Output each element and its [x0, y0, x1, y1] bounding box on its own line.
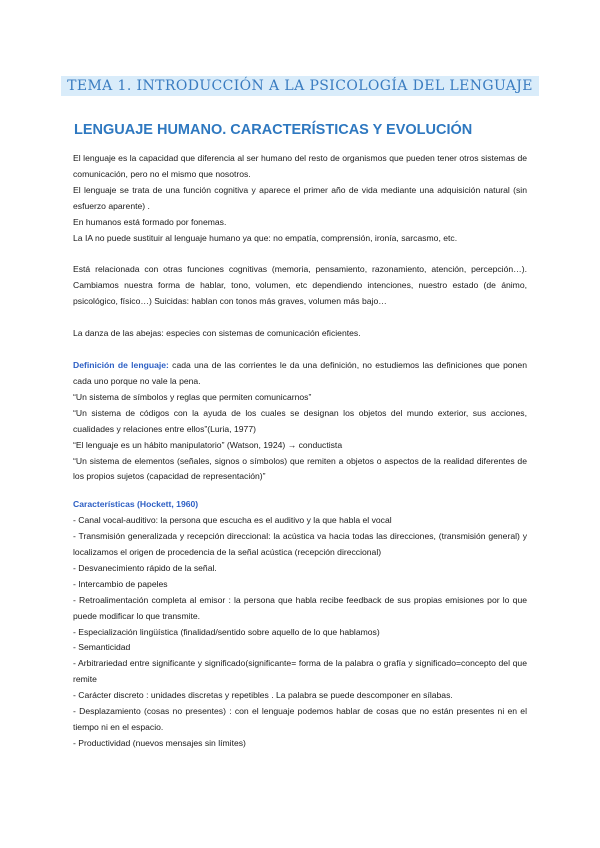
definicion-paragraph [73, 358, 527, 390]
caracteristica-item: - Productividad (nuevos mensajes sin límites) [73, 737, 246, 748]
caracteristica-item: - Especialización lingüística (finalidad/sentido sobre aquello de lo que hablamos) [73, 626, 380, 637]
caracteristicas-heading: Características (Hockett, 1960) [73, 499, 199, 510]
caracteristica-item: - Retroalimentación completa al emisor : la persona que habla recibe feedback de sus propias emisiones por lo que puede modificar lo que transmite. [73, 594, 527, 621]
definicion-text: cada una de las corrientes le da una definición, no estudiemos las definiciones que ponen cada uno porque no vale la pena. [73, 360, 527, 386]
caracteristica-item: - Transmisión generalizada y recepción direccional: la acústica va hacia todas las direcciones, (transmisión general) y localizamos el origen de procedencia de la señal acústica (recepción direccional) [73, 531, 527, 558]
caracteristica-item: - Semanticidad [73, 642, 131, 653]
intro-paragraph: La IA no puede sustituir al lenguaje humano ya que: no empatía, comprensión, ironía, sarcasmo, etc. [73, 232, 458, 243]
caracteristica-item: - Desvanecimiento rápido de la señal. [73, 562, 217, 573]
intro-paragraph: El lenguaje es la capacidad que diferencia al ser humano del resto de organismos que pueden tener otros sistemas de comunicación, pero no el mismo que nosotros. [73, 153, 527, 179]
definicion-quote: “Un sistema de símbolos y reglas que permiten comunicarnos” [73, 391, 312, 402]
title-wrap [0, 76, 600, 96]
spacer [73, 342, 527, 358]
caracteristica-item: - Carácter discreto : unidades discretas y repetibles . La palabra se puede descomponer en sílabas. [73, 690, 453, 701]
spacer [73, 310, 527, 326]
spacer [73, 485, 527, 497]
definicion-label: Definición de lenguaje: [73, 360, 169, 371]
document-body [73, 151, 527, 752]
caracteristica-item: - Desplazamiento (cosas no presentes) : con el lenguaje podemos hablar de cosas que no están presentes ni en el tiempo ni en el espacio. [73, 706, 527, 732]
relacionada-paragraph: Está relacionada con otras funciones cognitivas (memoria, pensamiento, razonamiento, atención, percepción…). Cambiamos nuestra forma de hablar, tono, volumen, etc dependiendo intenciones, nuestro estado (de ánimo, psicológico, físico…) Suicidas: hablan con tonos más graves, volumen más bajo… [73, 264, 527, 307]
caracteristica-item: - Arbitrariedad entre significante y significado(significante= forma de la palabra o grafía y significado=concepto del que remite [73, 658, 527, 685]
abejas-paragraph: La danza de las abejas: especies con sistemas de comunicación eficientes. [73, 328, 361, 339]
page-title: TEMA 1. INTRODUCCIÓN A LA PSICOLOGÍA DEL LENGUAJE [61, 76, 539, 96]
intro-paragraph: El lenguaje se trata de una función cognitiva y aparece el primer año de vida mediante una adquisición natural (sin esfuerzo aparente) . [73, 184, 527, 211]
spacer [73, 246, 527, 262]
intro-paragraph: En humanos está formado por fonemas. [73, 216, 227, 227]
definicion-quote: “Un sistema de códigos con la ayuda de los cuales se designan los objetos del mundo exterior, sus acciones, cualidades y relaciones entre ellos”(Luria, 1977) [73, 407, 527, 434]
caracteristica-item: - Intercambio de papeles [73, 578, 168, 589]
caracteristica-item: - Canal vocal-auditivo: la persona que escucha es el auditivo y la que habla el vocal [73, 515, 392, 526]
definicion-quote: “El lenguaje es un hábito manipulatorio” (Watson, 1924) → conductista [73, 439, 343, 450]
section-heading: LENGUAJE HUMANO. CARACTERÍSTICAS Y EVOLUCIÓN [74, 122, 473, 138]
definicion-quote: “Un sistema de elementos (señales, signos o símbolos) que remiten a objetos o aspectos de la realidad diferentes de los propios sujetos (capacidad de representación)” [73, 455, 527, 482]
